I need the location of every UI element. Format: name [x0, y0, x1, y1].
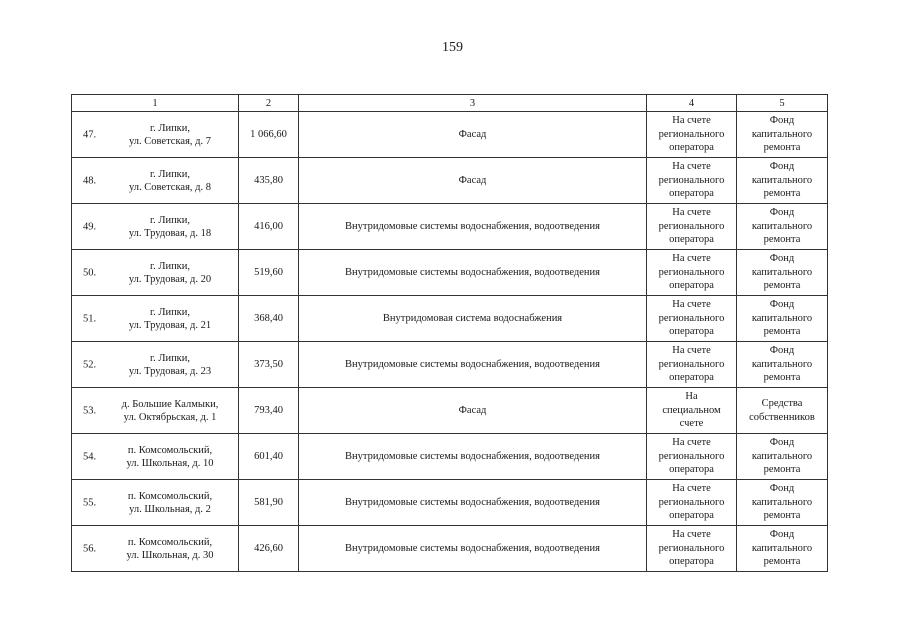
fund-source-cell: Фонд капитального ремонта	[737, 434, 828, 480]
account-cell: На специальном счете	[647, 388, 737, 434]
work-type-cell: Внутридомовые системы водоснабжения, водоотведения	[299, 204, 647, 250]
area-cell: 581,90	[239, 480, 299, 526]
row-number: 55.	[83, 497, 97, 508]
address-cell	[72, 434, 239, 480]
account-cell: На счете регионального оператора	[647, 342, 737, 388]
account-cell: На счете регионального оператора	[647, 204, 737, 250]
address-text: г. Липки, ул. Трудовая, д. 20	[128, 260, 212, 285]
work-type-cell: Внутридомовые системы водоснабжения, водоотведения	[299, 480, 647, 526]
row-number: 52.	[83, 359, 97, 370]
address-text: п. Комсомольский, ул. Школьная, д. 10	[126, 444, 214, 469]
address-text: д. Большие Калмыки, ул. Октябрьская, д. 1	[121, 398, 219, 423]
header-cell-5: 5	[737, 95, 828, 112]
address-cell	[72, 250, 239, 296]
work-type-cell: Фасад	[299, 388, 647, 434]
address-text: г. Липки, ул. Советская, д. 8	[129, 168, 211, 193]
address-cell	[72, 112, 239, 158]
fund-source-cell: Фонд капитального ремонта	[737, 296, 828, 342]
row-number: 53.	[83, 405, 97, 416]
account-cell: На счете регионального оператора	[647, 112, 737, 158]
table-body	[72, 112, 828, 572]
area-cell: 426,60	[239, 526, 299, 572]
address-cell	[72, 526, 239, 572]
fund-source-cell: Фонд капитального ремонта	[737, 158, 828, 204]
address-text: г. Липки, ул. Советская, д. 7	[129, 122, 211, 147]
fund-source-cell: Фонд капитального ремонта	[737, 526, 828, 572]
account-cell: На счете регионального оператора	[647, 296, 737, 342]
header-cell-1: 1	[72, 95, 239, 112]
header-cell-3: 3	[299, 95, 647, 112]
fund-source-cell: Фонд капитального ремонта	[737, 250, 828, 296]
table-row	[72, 112, 828, 158]
area-cell: 435,80	[239, 158, 299, 204]
row-number: 47.	[83, 129, 97, 140]
address-cell	[72, 158, 239, 204]
address-cell	[72, 296, 239, 342]
row-number: 54.	[83, 451, 97, 462]
address-cell	[72, 204, 239, 250]
address-cell	[72, 388, 239, 434]
fund-source-cell: Средства собственников	[737, 388, 828, 434]
header-row	[72, 95, 828, 112]
table-row	[72, 526, 828, 572]
fund-source-cell: Фонд капитального ремонта	[737, 112, 828, 158]
row-number: 48.	[83, 175, 97, 186]
table-row	[72, 158, 828, 204]
row-number: 49.	[83, 221, 97, 232]
account-cell: На счете регионального оператора	[647, 434, 737, 480]
address-text: г. Липки, ул. Трудовая, д. 23	[128, 352, 212, 377]
table-row	[72, 296, 828, 342]
area-cell: 519,60	[239, 250, 299, 296]
row-number: 56.	[83, 543, 97, 554]
account-cell: На счете регионального оператора	[647, 250, 737, 296]
fund-source-cell: Фонд капитального ремонта	[737, 342, 828, 388]
page-number: 159	[442, 40, 463, 55]
work-type-cell: Внутридомовые системы водоснабжения, водоотведения	[299, 434, 647, 480]
account-cell: На счете регионального оператора	[647, 158, 737, 204]
area-cell: 793,40	[239, 388, 299, 434]
address-text: г. Липки, ул. Трудовая, д. 18	[128, 214, 212, 239]
work-type-cell: Внутридомовые системы водоснабжения, водоотведения	[299, 342, 647, 388]
account-cell: На счете регионального оператора	[647, 480, 737, 526]
address-cell	[72, 480, 239, 526]
table-row	[72, 480, 828, 526]
work-type-cell: Внутридомовые системы водоснабжения, водоотведения	[299, 250, 647, 296]
fund-source-cell: Фонд капитального ремонта	[737, 204, 828, 250]
work-type-cell: Фасад	[299, 112, 647, 158]
area-cell: 373,50	[239, 342, 299, 388]
work-type-cell: Фасад	[299, 158, 647, 204]
address-text: п. Комсомольский, ул. Школьная, д. 30	[126, 536, 214, 561]
work-type-cell: Внутридомовые системы водоснабжения, водоотведения	[299, 526, 647, 572]
header-cell-4: 4	[647, 95, 737, 112]
row-number: 51.	[83, 313, 97, 324]
table-row	[72, 388, 828, 434]
row-number: 50.	[83, 267, 97, 278]
capital-repair-table	[71, 94, 828, 572]
fund-source-cell: Фонд капитального ремонта	[737, 480, 828, 526]
address-text: г. Липки, ул. Трудовая, д. 21	[128, 306, 212, 331]
header-cell-2: 2	[239, 95, 299, 112]
area-cell: 1 066,60	[239, 112, 299, 158]
area-cell: 368,40	[239, 296, 299, 342]
address-cell	[72, 342, 239, 388]
account-cell: На счете регионального оператора	[647, 526, 737, 572]
table-row	[72, 204, 828, 250]
work-type-cell: Внутридомовая система водоснабжения	[299, 296, 647, 342]
area-cell: 601,40	[239, 434, 299, 480]
table-row	[72, 342, 828, 388]
table-row	[72, 250, 828, 296]
table-row	[72, 434, 828, 480]
address-text: п. Комсомольский, ул. Школьная, д. 2	[127, 490, 213, 515]
area-cell: 416,00	[239, 204, 299, 250]
